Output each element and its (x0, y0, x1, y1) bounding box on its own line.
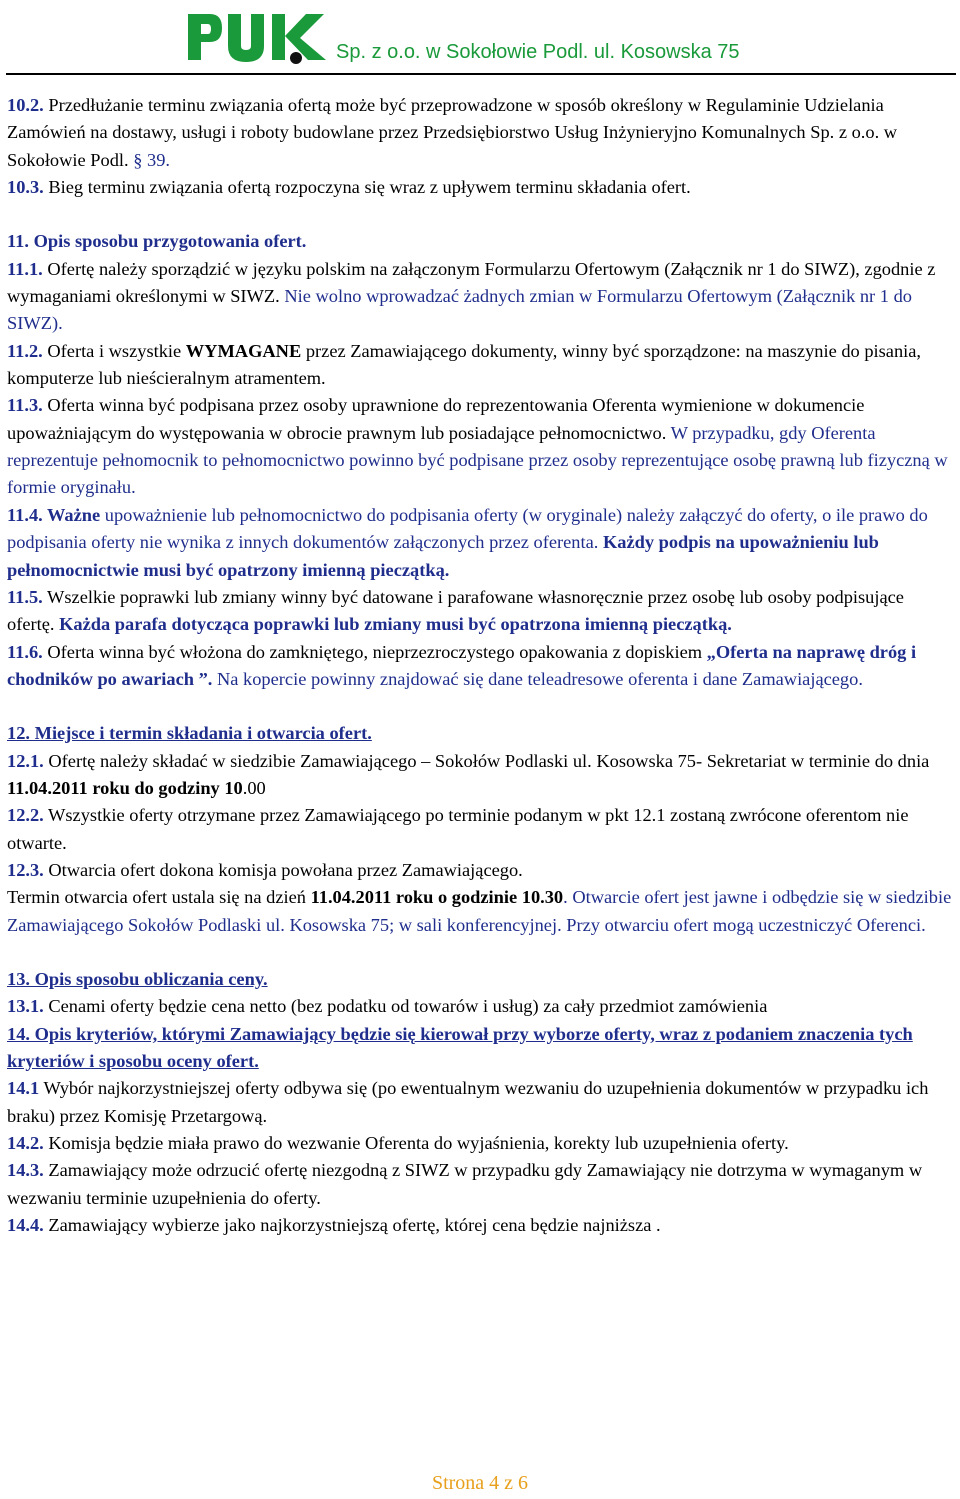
section-number: 11.5. (7, 586, 43, 607)
paragraph-11-4 (7, 502, 953, 584)
section-heading-13: 13. Opis sposobu obliczania ceny. (7, 968, 268, 989)
paragraph-text: Ofertę należy sporządzić w języku polskim na załączonym Formularzu Ofertowym (Załącznik nr 1 do SIWZ), zgodnie z wymaganiami określonymi w SIWZ. (7, 258, 936, 307)
paragraph-13-1 (7, 993, 953, 1020)
section-number: 14.1 (7, 1078, 40, 1099)
paragraph-text: przez Zamawiającego dokumenty, winny być sporządzone: na maszynie do pisania, komputerze lub nieścieralnym atramentem. (7, 340, 922, 389)
page-number: Strona 4 z 6 (431, 1472, 529, 1494)
paragraph-text: Wszystkie oferty otrzymane przez Zamawiającego po terminie podanym w pkt 12.1 zostaną zwrócone oferentom nie otwarte. (7, 805, 909, 853)
section-number: 12.1. (7, 750, 44, 771)
spacer (7, 693, 953, 720)
section-heading-14: 14. Opis kryteriów, którymi Zamawiający będzie się kierował przy wyborze oferty, wraz z podaniem znaczenia tych kryteriów i sposobu oceny ofert. (7, 1023, 913, 1071)
bold-text: 11.04.2011 roku do godziny 10 (7, 777, 243, 798)
section-number: 10.3. (7, 177, 44, 198)
paragraph-11-5 (7, 584, 953, 639)
spacer (7, 939, 953, 966)
paragraph-text: Cenami oferty będzie cena netto (bez podatku od towarów i usług) za cały przedmiot zamówienia (43, 996, 768, 1017)
paragraph-text: Oferta winna być włożona do zamkniętego, nieprzezroczystego opakowania z dopiskiem (42, 641, 707, 662)
bold-text: Ważne (42, 504, 101, 525)
paragraph-text: . Otwarcie ofert jest jawne i odbędzie się w siedzibie Zamawiającego Sokołów Podlaski ul. Kosowska 75; w sali konferencyjnej. Przy otwarciu ofert mogą uczestniczyć Oferenci. (7, 887, 952, 935)
paragraph-text: Bieg terminu związania ofertą rozpoczyna się wraz z upływem terminu składania ofert. (43, 177, 691, 198)
paragraph-11-1 (7, 256, 953, 338)
section-number: 11.2. (7, 340, 43, 361)
paragraph-12-3 (7, 857, 953, 939)
paragraph-text: .00 (242, 777, 266, 798)
section-number: 12.3. (7, 859, 44, 880)
paragraph-text: upoważnienie lub pełnomocnictwo do podpisania oferty (w oryginale) należy załączyć do oferty, o ile prawo do podpisania oferty nie wynika z innych dokumentów załączonych przez oferenta. (7, 504, 928, 553)
paragraph-14-2 (7, 1130, 953, 1157)
paragraph-10-3 (7, 174, 953, 201)
bold-text: Każda parafa dotycząca poprawki lub zmiany musi być opatrzona imienną pieczątką. (54, 614, 732, 635)
section-number: 11.1. (7, 258, 43, 279)
header-divider (6, 73, 956, 75)
paragraph-text: Zamawiający może odrzucić ofertę niezgodną z SIWZ w przypadku gdy Zamawiający nie dotrzyma w wymaganym w wezwaniu terminie uzupełnienia do oferty. (7, 1160, 923, 1208)
paragraph-text: Termin otwarcia ofert ustala się na dzień (7, 887, 311, 908)
section-number: 11.3. (7, 395, 43, 416)
paragraph-text: Wszelkie poprawki lub zmiany winny być datowane i parafowane własnoręcznie przez osobę lub osoby podpisujące ofertę. (7, 586, 904, 635)
section-heading-11: 11. Opis sposobu przygotowania ofert. (7, 231, 307, 252)
section-number: 14.3. (7, 1160, 44, 1181)
paragraph-text: Wybór najkorzystniejszej oferty odbywa się (po ewentualnym wezwaniu do uzupełnienia dokumentów w przypadku ich braku) przez Komisję Przetargową. (7, 1078, 929, 1126)
section-number: 11.4. (7, 504, 43, 525)
section-number: 13.1. (7, 996, 44, 1017)
paragraph-14-4 (7, 1212, 953, 1239)
paragraph-text: Na kopercie powinny znajdować się dane teleadresowe oferenta i dane Zamawiającego. (212, 668, 863, 689)
bold-text: „Oferta na naprawę dróg i chodników po awariach ”. (7, 641, 917, 689)
logo-dot (290, 52, 302, 64)
paragraph-10-2 (7, 92, 953, 174)
section-number: 11.6. (7, 641, 43, 662)
section-number: 10.2. (7, 95, 44, 115)
spacer (7, 201, 953, 228)
paragraph-text: Ofertę należy składać w siedzibie Zamawiającego – Sokołów Podlaski ul. Kosowska 75- Sekretariat w terminie do dnia (43, 750, 930, 771)
paragraph-12-2 (7, 802, 953, 857)
section-heading-12: 12. Miejsce i termin składania i otwarcia ofert. (7, 723, 372, 744)
paragraph-text: § 39. (133, 149, 170, 170)
paragraph-text: Otwarcia ofert dokona komisja powołana przez Zamawiającego. (43, 859, 523, 880)
paragraph-12-1 (7, 748, 953, 803)
company-logo (188, 6, 328, 66)
section-number: 14.4. (7, 1215, 44, 1236)
logo-letters (188, 14, 326, 62)
paragraph-text: Nie wolno wprowadzać żadnych zmian w Formularzu Ofertowym (Załącznik nr 1 do SIWZ). (7, 286, 912, 334)
paragraph-11-3 (7, 392, 953, 501)
section-number: 12.2. (7, 805, 44, 826)
document-body (7, 92, 953, 1239)
page-header (0, 0, 960, 80)
paragraph-11-2 (7, 338, 953, 393)
paragraph-text: W przypadku, gdy Oferenta reprezentuje pełnomocnik to pełnomocnictwo powinno być podpisane przez osoby reprezentujące osobę prawną lub fizyczną w formie oryginału. (7, 422, 948, 498)
section-number: 14.2. (7, 1133, 44, 1154)
paragraph-11-6 (7, 639, 953, 694)
paragraph-text: Przedłużanie terminu związania ofertą może być przeprowadzone w sposób określony w Regulaminie Udzielania Zamówień na dostawy, usługi i roboty budowlane przez Przedsiębiorstwo Usług Inżynieryjno Komunalnych Sp. z o.o. w Sokołowie Podl. (7, 95, 898, 170)
paragraph-14-1 (7, 1075, 953, 1130)
paragraph-text: Zamawiający wybierze jako najkorzystniejszą ofertę, której cena będzie najniższa . (43, 1215, 661, 1236)
paragraph-text: Oferta winna być podpisana przez osoby uprawnione do reprezentowania Oferenta wymienione w dokumencie upoważniającym do występowania w obrocie prawnym lub posiadające pełnomocnictwo. (7, 395, 865, 443)
bold-text: WYMAGANE (185, 340, 302, 361)
bold-text: Każdy podpis na upoważnieniu lub pełnomocnictwie musi być opatrzony imienną pieczątką. (7, 532, 879, 580)
paragraph-14-3 (7, 1157, 953, 1212)
header-org-text: Sp. z o.o. w Sokołowie Podl. ul. Kosowska 75 (336, 41, 740, 63)
paragraph-text: Komisja będzie miała prawo do wezwanie Oferenta do wyjaśnienia, korekty lub uzupełnienia oferty. (43, 1133, 789, 1154)
paragraph-text: Oferta i wszystkie (42, 340, 186, 361)
bold-text: 11.04.2011 roku o godzinie 10.30 (310, 887, 564, 908)
